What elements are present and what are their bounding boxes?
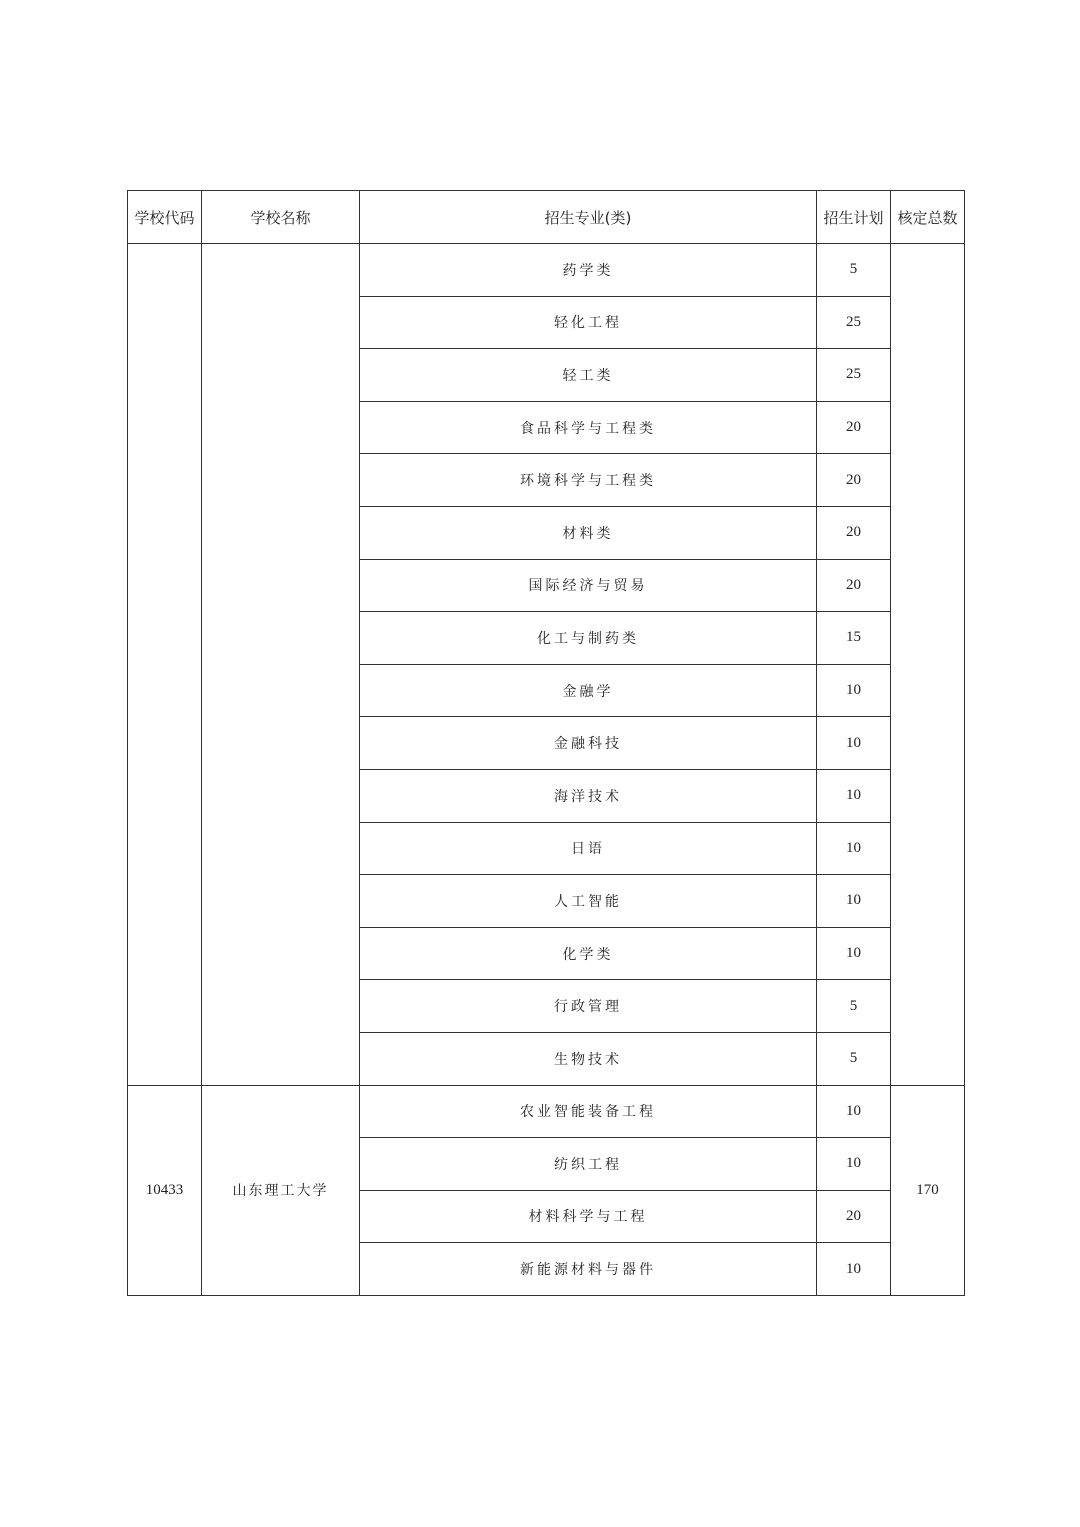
plan-cell: 10: [817, 1085, 891, 1138]
plan-cell: 10: [817, 1243, 891, 1296]
header-major: 招生专业(类): [360, 191, 817, 244]
major-cell: 纺织工程: [360, 1138, 817, 1191]
major-cell: 化学类: [360, 927, 817, 980]
major-cell: 食品科学与工程类: [360, 401, 817, 454]
major-cell: 化工与制药类: [360, 612, 817, 665]
total-cell: 170: [891, 1085, 965, 1295]
table-row: [128, 1085, 965, 1138]
admission-plan-table: [127, 190, 965, 1296]
plan-cell: 15: [817, 612, 891, 665]
school-code-cell: [128, 244, 202, 1086]
school-code-cell: 10433: [128, 1085, 202, 1295]
major-cell: 金融科技: [360, 717, 817, 770]
plan-cell: 20: [817, 1190, 891, 1243]
plan-cell: 20: [817, 506, 891, 559]
plan-cell: 25: [817, 349, 891, 402]
plan-cell: 10: [817, 717, 891, 770]
plan-cell: 10: [817, 664, 891, 717]
major-cell: 生物技术: [360, 1032, 817, 1085]
plan-cell: 5: [817, 244, 891, 297]
table-header-row: [128, 191, 965, 244]
major-cell: 药学类: [360, 244, 817, 297]
table-row: [128, 244, 965, 297]
plan-cell: 20: [817, 454, 891, 507]
major-cell: 材料类: [360, 506, 817, 559]
major-cell: 农业智能装备工程: [360, 1085, 817, 1138]
plan-cell: 10: [817, 1138, 891, 1191]
major-cell: 国际经济与贸易: [360, 559, 817, 612]
plan-cell: 10: [817, 875, 891, 928]
total-cell: [891, 244, 965, 1086]
major-cell: 日语: [360, 822, 817, 875]
header-school-name: 学校名称: [202, 191, 360, 244]
school-name-cell: 山东理工大学: [202, 1085, 360, 1295]
header-total: 核定总数: [891, 191, 965, 244]
header-school-code: 学校代码: [128, 191, 202, 244]
plan-cell: 10: [817, 927, 891, 980]
major-cell: 轻工类: [360, 349, 817, 402]
major-cell: 材料科学与工程: [360, 1190, 817, 1243]
plan-cell: 20: [817, 401, 891, 454]
school-name-cell: [202, 244, 360, 1086]
major-cell: 新能源材料与器件: [360, 1243, 817, 1296]
plan-cell: 25: [817, 296, 891, 349]
major-cell: 人工智能: [360, 875, 817, 928]
plan-cell: 10: [817, 822, 891, 875]
plan-cell: 20: [817, 559, 891, 612]
plan-cell: 5: [817, 1032, 891, 1085]
major-cell: 金融学: [360, 664, 817, 717]
major-cell: 环境科学与工程类: [360, 454, 817, 507]
major-cell: 海洋技术: [360, 769, 817, 822]
header-plan: 招生计划: [817, 191, 891, 244]
major-cell: 轻化工程: [360, 296, 817, 349]
major-cell: 行政管理: [360, 980, 817, 1033]
plan-cell: 5: [817, 980, 891, 1033]
plan-cell: 10: [817, 769, 891, 822]
